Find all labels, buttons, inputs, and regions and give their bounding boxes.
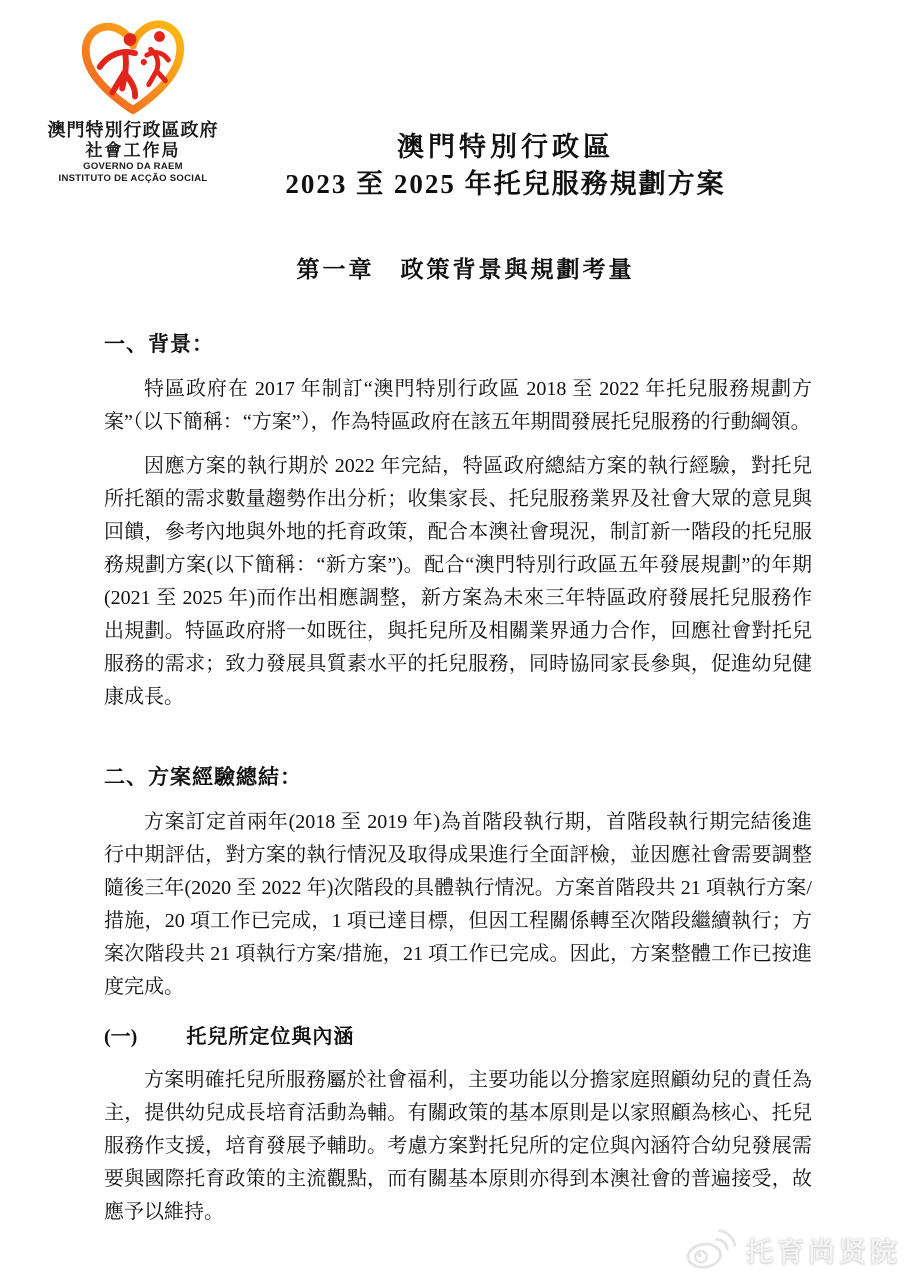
agency-name-pt-line2: INSTITUTO DE ACÇÃO SOCIAL: [58, 173, 208, 184]
subsection-number: (一): [104, 1026, 138, 1048]
section-heading-experience-summary: 二、方案經驗總結：: [104, 765, 302, 789]
chapter-heading: 第一章 政策背景與規劃考量: [296, 257, 635, 282]
paragraph: 特區政府在 2017 年制訂“澳門特別行政區 2018 至 2022 年托兒服務規劃方案”（以下簡稱：“方案”），作為特區政府在該五年期間發展托兒服務的行動綱領。: [104, 378, 812, 433]
document-title-line1: 澳門特別行政區: [397, 132, 614, 162]
subsection-heading: [104, 1020, 812, 1049]
agency-name-zh-line1: 澳門特別行政區政府: [47, 120, 219, 140]
document-title-line2: 2023 至 2025 年托兒服務規劃方案: [285, 169, 726, 199]
document-body: [104, 328, 812, 1240]
paragraph: 方案明確托兒所服務屬於社會福利，主要功能以分擔家庭照顧幼兒的責任為主，提供幼兒成長培育活動為輔。有關政策的基本原則是以家照顧為核心、托兒服務作支援，培育發展予輔助。考慮方案對托兒所的定位與內涵符合幼兒發展需要與國際托育政策的主流觀點，而有關基本原則亦得到本澳社會的普遍接受，故應予以維持。: [104, 1069, 812, 1223]
heart-logo-icon: [73, 12, 193, 118]
agency-name-pt-line1: GOVERNO DA RAEM: [83, 161, 183, 172]
document-title: [180, 131, 831, 200]
agency-name-zh-line2: 社會工作局: [85, 141, 181, 160]
section-heading-background: 一、背景：: [104, 332, 214, 356]
subsection-title: 托兒所定位與內涵: [186, 1026, 355, 1048]
watermark-text: 托育尚贤院: [746, 1236, 901, 1267]
paragraph: 因應方案的執行期於 2022 年完結，特區政府總結方案的執行經驗，對托兒所托額的需求數量趨勢作出分析；收集家長、托兒服務業界及社會大眾的意見與回饋，參考內地與外地的托育政策，配合本澳社會現況，制訂新一階段的托兒服務規劃方案(以下簡稱：“新方案”)。配合“澳門特別行政區五年發展規劃”的年期(2021 至 2025 年)而作出相應調整，新方案為未來三年特區政府發展托兒服務作出規劃。特區政府將一如既往，與托兒所及相關業界通力合作，回應社會對托兒服務的需求；致力發展具質素水平的托兒服務，同時協同家長參與，促進幼兒健康成長。: [104, 455, 812, 708]
paragraph: 方案訂定首兩年(2018 至 2019 年)為首階段執行期，首階段執行期完結後進行中期評估，對方案的執行情況及取得成果進行全面評檢，並因應社會需要調整隨後三年(2020 至 2022 年)次階段的具體執行情況。方案首階段共 21 項執行方案/措施，20 項工作已完成，1 項已達目標，但因工程關係轉至次階段繼續執行；方案次階段共 21 項執行方案/措施，21 項工作已完成。因此，方案整體工作已按進度完成。: [104, 811, 812, 998]
